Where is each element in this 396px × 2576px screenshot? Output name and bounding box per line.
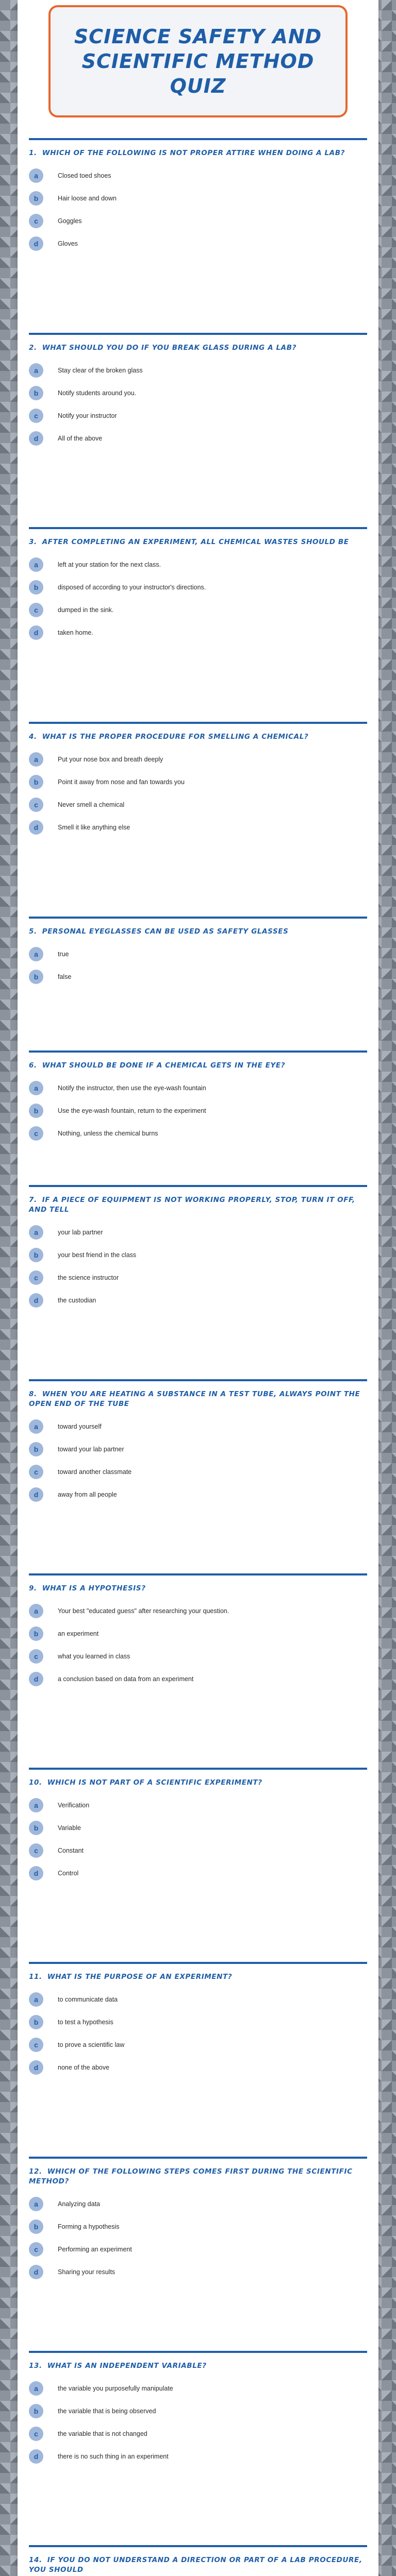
question-10: [29, 1768, 367, 1952]
answer-option[interactable]: [29, 2377, 367, 2400]
option-text: Gloves: [58, 240, 78, 247]
question-title: [29, 2555, 367, 2575]
option-letter-bubble[interactable]: c: [29, 2038, 43, 2052]
option-letter-bubble[interactable]: c: [29, 1843, 43, 1858]
answer-option[interactable]: [29, 965, 367, 988]
answer-option[interactable]: [29, 599, 367, 621]
answer-option[interactable]: [29, 2215, 367, 2238]
question-1: [29, 138, 367, 323]
option-text: what you learned in class: [58, 1653, 130, 1660]
option-text: Control: [58, 1870, 79, 1877]
option-letter-bubble[interactable]: b: [29, 386, 43, 400]
option-text: taken home.: [58, 629, 93, 636]
answer-option[interactable]: [29, 816, 367, 839]
answer-option[interactable]: [29, 1668, 367, 1690]
option-letter-bubble[interactable]: a: [29, 363, 43, 378]
option-letter-bubble[interactable]: a: [29, 1798, 43, 1812]
answer-option[interactable]: [29, 1289, 367, 1312]
option-text: Closed toed shoes: [58, 172, 111, 179]
option-text: Nothing, unless the chemical burns: [58, 1130, 158, 1137]
option-text: Forming a hypothesis: [58, 2223, 120, 2230]
question-text: WHAT IS THE PROPER PROCEDURE FOR SMELLING A CHEMICAL?: [42, 733, 309, 741]
answer-option[interactable]: [29, 621, 367, 644]
option-letter-bubble[interactable]: b: [29, 1104, 43, 1118]
option-text: your lab partner: [58, 1229, 103, 1236]
option-letter-bubble[interactable]: a: [29, 1225, 43, 1240]
answer-option[interactable]: [29, 2056, 367, 2079]
option-text: Sharing your results: [58, 2268, 116, 2276]
option-letter-bubble[interactable]: a: [29, 168, 43, 183]
answer-option[interactable]: [29, 1438, 367, 1461]
option-letter-bubble[interactable]: c: [29, 1649, 43, 1664]
answer-option[interactable]: [29, 2238, 367, 2261]
option-text: to test a hypothesis: [58, 2019, 113, 2026]
option-text: away from all people: [58, 1491, 117, 1498]
option-letter-bubble[interactable]: d: [29, 1672, 43, 1686]
question-12: [29, 2157, 367, 2341]
answer-option[interactable]: [29, 382, 367, 404]
question-number: 14.: [29, 2556, 42, 2564]
option-letter-bubble[interactable]: d: [29, 1293, 43, 1308]
answer-option[interactable]: [29, 748, 367, 771]
option-letter-bubble[interactable]: b: [29, 970, 43, 984]
question-11: [29, 1962, 367, 2146]
option-text: Stay clear of the broken glass: [58, 367, 143, 374]
question-text: AFTER COMPLETING AN EXPERIMENT, ALL CHEMICAL WASTES SHOULD BE: [42, 538, 349, 546]
option-letter-bubble[interactable]: d: [29, 236, 43, 251]
question-list: [18, 138, 378, 2576]
option-letter-bubble[interactable]: d: [29, 820, 43, 835]
answer-option[interactable]: [29, 1266, 367, 1289]
option-text: a conclusion based on data from an experiment: [58, 1675, 194, 1683]
answer-option[interactable]: [29, 2445, 367, 2468]
question-title: [29, 927, 367, 937]
answer-option[interactable]: [29, 1099, 367, 1122]
answer-option[interactable]: [29, 1988, 367, 2011]
question-number: 9.: [29, 1584, 37, 1592]
question-text: PERSONAL EYEGLASSES CAN BE USED AS SAFETY GLASSES: [42, 927, 289, 936]
option-letter-bubble[interactable]: d: [29, 2449, 43, 2464]
question-title: [29, 1584, 367, 1594]
answer-option[interactable]: [29, 576, 367, 599]
title-banner: [48, 5, 348, 117]
option-letter-bubble[interactable]: b: [29, 580, 43, 595]
option-text: to prove a scientific law: [58, 2041, 125, 2048]
question-text: IF A PIECE OF EQUIPMENT IS NOT WORKING PROPERLY, STOP, TURN IT OFF, AND TELL: [29, 1196, 355, 1214]
option-text: Point it away from nose and fan towards you: [58, 778, 185, 786]
question-title: [29, 1972, 367, 1982]
question-9: [29, 1573, 367, 1757]
option-letter-bubble[interactable]: d: [29, 2265, 43, 2279]
question-title: [29, 1195, 367, 1215]
option-text: Goggles: [58, 217, 82, 225]
option-text: Variable: [58, 1824, 81, 1832]
question-text: WHAT SHOULD BE DONE IF A CHEMICAL GETS IN THE EYE?: [42, 1061, 286, 1070]
option-letter-bubble[interactable]: c: [29, 603, 43, 617]
option-text: Smell it like anything else: [58, 824, 130, 831]
option-text: false: [58, 973, 72, 980]
question-text: WHAT SHOULD YOU DO IF YOU BREAK GLASS DURING A LAB?: [42, 344, 297, 352]
option-letter-bubble[interactable]: a: [29, 1604, 43, 1618]
option-text: Your best "educated guess" after researching your question.: [58, 1607, 229, 1615]
option-letter-bubble[interactable]: a: [29, 752, 43, 767]
question-title: [29, 2361, 367, 2371]
question-title: [29, 537, 367, 547]
question-number: 11.: [29, 1973, 42, 1981]
answer-option[interactable]: [29, 1839, 367, 1862]
answer-option[interactable]: [29, 210, 367, 232]
question-text: WHAT IS THE PURPOSE OF AN EXPERIMENT?: [47, 1973, 233, 1981]
option-text: left at your station for the next class.: [58, 561, 161, 568]
question-number: 8.: [29, 1390, 37, 1398]
answer-option[interactable]: [29, 2422, 367, 2445]
answer-option[interactable]: [29, 2261, 367, 2283]
answer-option[interactable]: [29, 793, 367, 816]
answer-option[interactable]: [29, 2033, 367, 2056]
answer-option[interactable]: [29, 187, 367, 210]
option-text: the science instructor: [58, 1274, 119, 1281]
option-letter-bubble[interactable]: c: [29, 1270, 43, 1285]
option-text: there is no such thing in an experiment: [58, 2453, 169, 2460]
question-number: 4.: [29, 733, 37, 741]
option-letter-bubble[interactable]: a: [29, 1081, 43, 1095]
option-letter-bubble[interactable]: b: [29, 1442, 43, 1456]
option-text: the variable that is being observed: [58, 2408, 156, 2415]
answer-option[interactable]: [29, 1794, 367, 1817]
question-text: WHICH IS NOT PART OF A SCIENTIFIC EXPERIMENT?: [47, 1778, 262, 1787]
answer-option[interactable]: [29, 1817, 367, 1839]
question-number: 3.: [29, 538, 37, 546]
question-text: WHICH OF THE FOLLOWING IS NOT PROPER ATTIRE WHEN DOING A LAB?: [42, 149, 345, 157]
answer-option[interactable]: [29, 1622, 367, 1645]
answer-option[interactable]: [29, 164, 367, 187]
question-text: WHICH OF THE FOLLOWING STEPS COMES FIRST DURING THE SCIENTIFIC METHOD?: [29, 2167, 353, 2185]
answer-option[interactable]: [29, 232, 367, 255]
question-number: 10.: [29, 1778, 42, 1787]
question-number: 13.: [29, 2362, 42, 2370]
answer-option[interactable]: [29, 427, 367, 450]
option-text: none of the above: [58, 2064, 110, 2071]
option-letter-bubble[interactable]: b: [29, 775, 43, 789]
option-text: Notify your instructor: [58, 412, 117, 419]
option-letter-bubble[interactable]: b: [29, 2219, 43, 2234]
answer-option[interactable]: [29, 553, 367, 576]
option-letter-bubble[interactable]: d: [29, 1487, 43, 1502]
option-letter-bubble[interactable]: b: [29, 1821, 43, 1835]
question-title: [29, 1778, 367, 1788]
question-title: [29, 1389, 367, 1409]
answer-option[interactable]: [29, 1483, 367, 1506]
answer-option[interactable]: [29, 943, 367, 965]
question-2: [29, 333, 367, 517]
question-number: 1.: [29, 149, 37, 157]
option-text: Notify the instructor, then use the eye-wash fountain: [58, 1084, 206, 1092]
question-title: [29, 732, 367, 742]
question-text: WHEN YOU ARE HEATING A SUBSTANCE IN A TEST TUBE, ALWAYS POINT THE OPEN END OF THE TUBE: [29, 1390, 360, 1408]
question-number: 6.: [29, 1061, 37, 1070]
answer-option[interactable]: [29, 771, 367, 793]
option-letter-bubble[interactable]: c: [29, 2242, 43, 2257]
question-title: [29, 1061, 367, 1071]
option-letter-bubble[interactable]: d: [29, 2060, 43, 2075]
option-text: toward yourself: [58, 1423, 102, 1430]
answer-option[interactable]: [29, 2400, 367, 2422]
quiz-card: [18, 0, 378, 2576]
option-letter-bubble[interactable]: c: [29, 1465, 43, 1479]
option-text: Constant: [58, 1847, 84, 1854]
option-letter-bubble[interactable]: b: [29, 2404, 43, 2418]
question-title: [29, 148, 367, 158]
question-13: [29, 2351, 367, 2535]
answer-option[interactable]: [29, 1862, 367, 1885]
question-number: 12.: [29, 2167, 42, 2176]
question-4: [29, 722, 367, 906]
answer-option[interactable]: [29, 1461, 367, 1483]
answer-option[interactable]: [29, 1077, 367, 1099]
answer-option[interactable]: [29, 1600, 367, 1622]
option-text: All of the above: [58, 435, 103, 442]
option-letter-bubble[interactable]: c: [29, 1126, 43, 1141]
option-letter-bubble[interactable]: a: [29, 2197, 43, 2211]
question-title: [29, 2167, 367, 2187]
answer-option[interactable]: [29, 359, 367, 382]
option-letter-bubble[interactable]: b: [29, 1248, 43, 1262]
option-letter-bubble[interactable]: d: [29, 431, 43, 446]
option-text: toward your lab partner: [58, 1446, 124, 1453]
answer-option[interactable]: [29, 1415, 367, 1438]
question-title: [29, 343, 367, 353]
option-text: to communicate data: [58, 1996, 118, 2003]
page-title: SCIENCE SAFETY AND SCIENTIFIC METHOD QUIZ: [74, 25, 322, 97]
question-7: [29, 1185, 367, 1369]
option-text: true: [58, 951, 69, 958]
option-text: Put your nose box and breath deeply: [58, 756, 163, 763]
option-text: your best friend in the class: [58, 1251, 137, 1259]
option-text: Hair loose and down: [58, 195, 117, 202]
option-text: dumped in the sink.: [58, 606, 114, 614]
option-text: the custodian: [58, 1297, 96, 1304]
question-number: 2.: [29, 344, 37, 352]
question-text: WHAT IS AN INDEPENDENT VARIABLE?: [47, 2362, 207, 2370]
option-text: toward another classmate: [58, 1468, 132, 1476]
option-letter-bubble[interactable]: b: [29, 1626, 43, 1641]
question-text: WHAT IS A HYPOTHESIS?: [42, 1584, 146, 1592]
option-letter-bubble[interactable]: a: [29, 1419, 43, 1434]
answer-option[interactable]: [29, 1122, 367, 1145]
option-letter-bubble[interactable]: a: [29, 2381, 43, 2396]
question-number: 7.: [29, 1196, 37, 1204]
option-text: Verification: [58, 1802, 90, 1809]
option-text: Performing an experiment: [58, 2246, 132, 2253]
option-text: the variable you purposefully manipulate: [58, 2385, 173, 2392]
option-letter-bubble[interactable]: b: [29, 191, 43, 206]
answer-option[interactable]: [29, 2011, 367, 2033]
option-letter-bubble[interactable]: b: [29, 2015, 43, 2029]
question-text: IF YOU DO NOT UNDERSTAND A DIRECTION OR PART OF A LAB PROCEDURE, YOU SHOULD: [29, 2556, 362, 2574]
answer-option[interactable]: [29, 1221, 367, 1244]
question-8: [29, 1379, 367, 1563]
option-letter-bubble[interactable]: a: [29, 1992, 43, 2007]
option-text: disposed of according to your instructor's directions.: [58, 584, 206, 591]
option-letter-bubble[interactable]: d: [29, 625, 43, 640]
option-text: an experiment: [58, 1630, 99, 1637]
answer-option[interactable]: [29, 404, 367, 427]
option-text: Never smell a chemical: [58, 801, 125, 808]
question-6: [29, 1050, 367, 1175]
question-5: [29, 917, 367, 1040]
option-text: Analyzing data: [58, 2200, 101, 2208]
answer-option[interactable]: [29, 1645, 367, 1668]
answer-option[interactable]: [29, 1244, 367, 1266]
option-letter-bubble[interactable]: a: [29, 947, 43, 961]
question-14: [29, 2545, 367, 2576]
option-letter-bubble[interactable]: a: [29, 557, 43, 572]
option-letter-bubble[interactable]: c: [29, 2427, 43, 2441]
option-letter-bubble[interactable]: c: [29, 409, 43, 423]
option-text: Use the eye-wash fountain, return to the experiment: [58, 1107, 206, 1114]
option-text: the variable that is not changed: [58, 2430, 147, 2437]
option-letter-bubble[interactable]: d: [29, 1866, 43, 1880]
answer-option[interactable]: [29, 2193, 367, 2215]
question-number: 5.: [29, 927, 37, 936]
question-3: [29, 527, 367, 711]
option-letter-bubble[interactable]: c: [29, 214, 43, 228]
option-letter-bubble[interactable]: c: [29, 798, 43, 812]
option-text: Notify students around you.: [58, 389, 137, 397]
